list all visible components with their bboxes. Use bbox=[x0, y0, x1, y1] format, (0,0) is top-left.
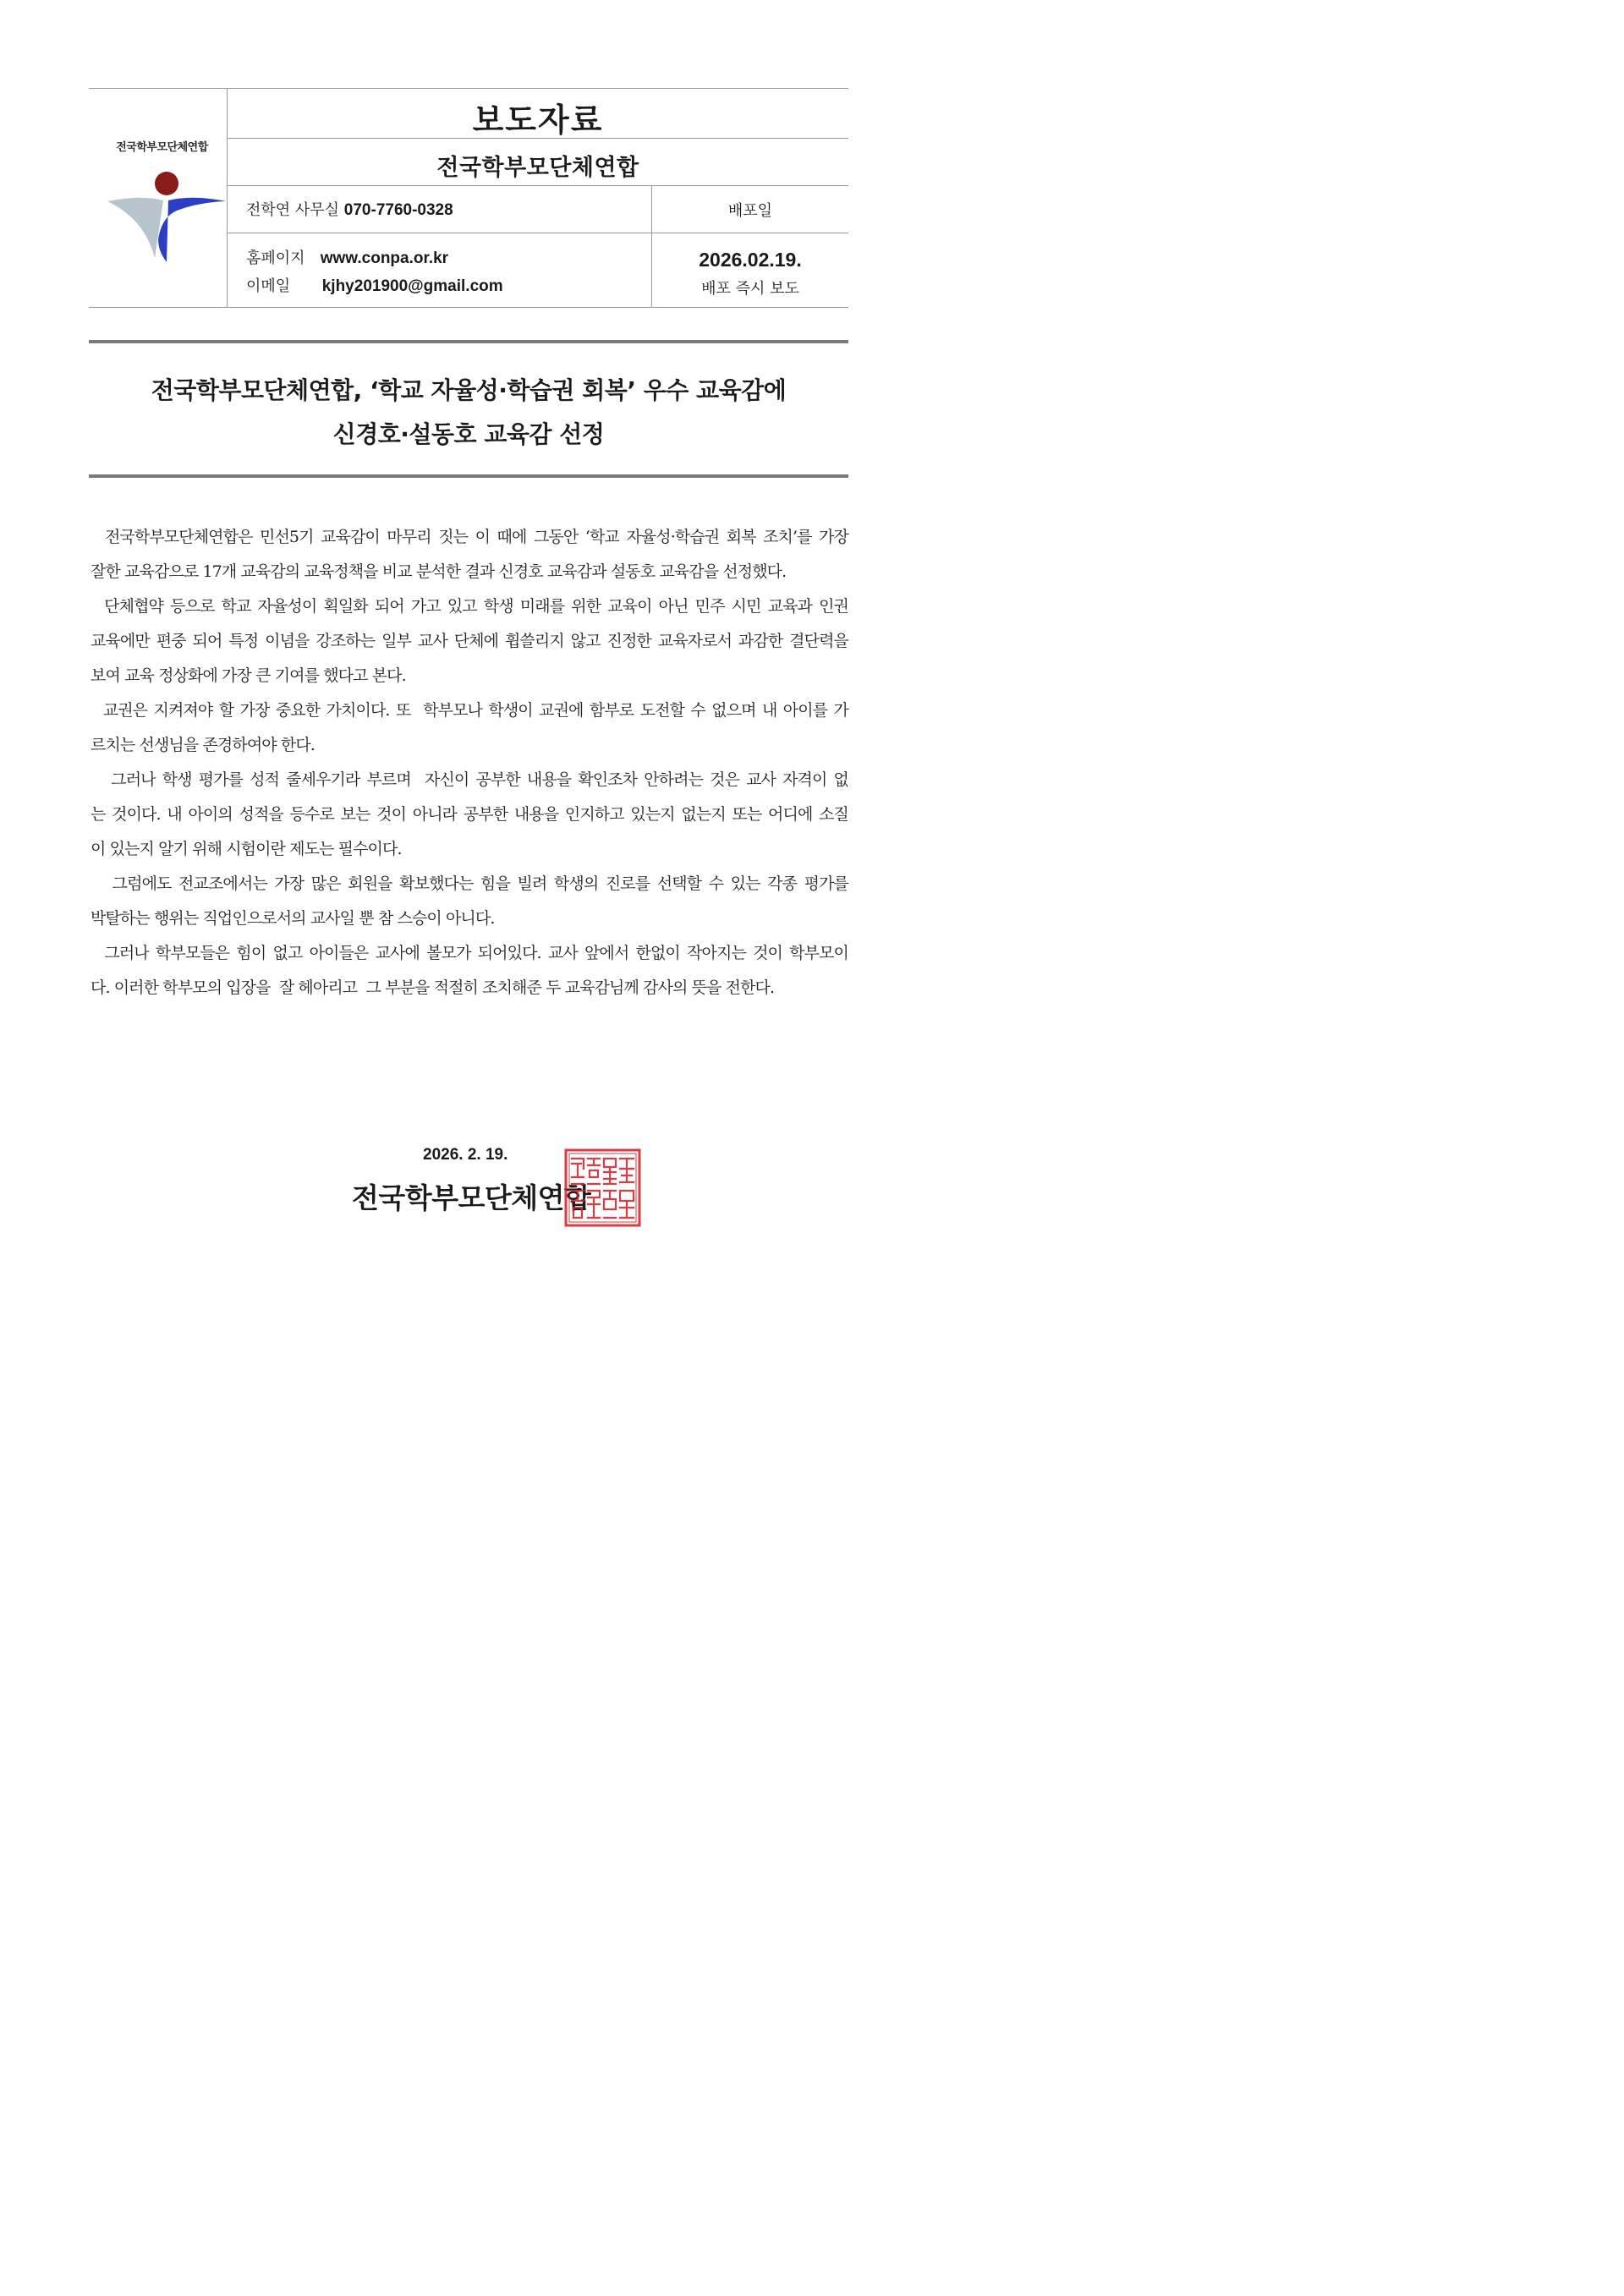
homepage-info bbox=[246, 246, 448, 268]
release-date: 2026.02.19. bbox=[699, 249, 802, 271]
web-row bbox=[228, 233, 848, 307]
release-label: 배포일 bbox=[727, 202, 773, 220]
body-line: 잘한 교육감으로 17개 교육감의 교육정책을 비교 분석한 결과 신경호 교육감과 설동호 교육감을 선정했다. bbox=[91, 562, 787, 581]
body-line: 그러나 학부모들은 힘이 없고 아이들은 교사에 볼모가 되어있다. 교사 앞에서 한없이 작아지는 것이 학부모이 bbox=[91, 944, 848, 962]
org-name: 전국학부모단체연합 bbox=[436, 155, 639, 181]
headline-line-1: 전국학부모단체연합, ‘학교 자율성·학습권 회복’ 우수 교육감에 bbox=[151, 376, 787, 404]
body-line: 그럼에도 전교조에서는 가장 많은 회원을 확보했다는 힘을 빌려 학생의 진로를 선택할 수 있는 각종 평가를 bbox=[91, 874, 848, 893]
email-info bbox=[246, 274, 503, 296]
homepage-label: 홈페이지 bbox=[246, 249, 305, 267]
title-row bbox=[228, 89, 848, 139]
contact-row bbox=[228, 186, 848, 233]
body-line: 전국학부모단체연합은 민선5기 교육감이 마무리 짓는 이 때에 그동안 ‘학교 자율성·학습권 회복 조치’를 가장 bbox=[91, 528, 848, 546]
footer-org-name: 전국학부모단체연합 bbox=[352, 1181, 591, 1214]
org-row bbox=[228, 139, 848, 186]
body-line: 보여 교육 정상화에 가장 큰 기여를 했다고 본다. bbox=[91, 666, 406, 685]
homepage-link[interactable]: www.conpa.or.kr bbox=[320, 249, 449, 267]
office-phone: 070-7760-0328 bbox=[343, 201, 453, 219]
logo-text: 전국학부모단체연합 bbox=[116, 141, 208, 154]
body-line: 단체협약 등으로 학교 자율성이 획일화 되어 가고 있고 학생 미래를 위한 교육이 아닌 민주 시민 교육과 인권 bbox=[91, 597, 848, 616]
headline-bottom-rule bbox=[89, 474, 848, 478]
body-line: 박탈하는 행위는 직업인으로서의 교사일 뿐 참 스승이 아니다. bbox=[91, 909, 495, 928]
email-label: 이메일 bbox=[246, 277, 291, 295]
footer-date: 2026. 2. 19. bbox=[423, 1146, 508, 1164]
body-line: 교육에만 편중 되어 특정 이념을 강조하는 일부 교사 단체에 휩쓸리지 않고 진정한 교육자로서 과감한 결단력을 bbox=[91, 632, 848, 650]
page-title: 보도자료 bbox=[472, 101, 604, 139]
official-seal-icon bbox=[564, 1148, 641, 1227]
body-line: 르치는 선생님을 존경하여야 한다. bbox=[91, 736, 315, 754]
body-line: 교권은 지켜져야 할 가장 중요한 가치이다. 또 학부모나 학생이 교권에 함부로 도전할 수 없으며 내 아이를 가 bbox=[91, 701, 848, 720]
body-line: 이 있는지 알기 위해 시험이란 제도는 필수이다. bbox=[91, 840, 402, 858]
organization-logo-icon bbox=[107, 167, 226, 266]
email-link[interactable]: kjhy201900@gmail.com bbox=[321, 277, 503, 295]
headline-line-2: 신경호·설동호 교육감 선정 bbox=[332, 420, 605, 448]
logo-cell bbox=[89, 89, 228, 307]
body-line: 는 것이다. 내 아이의 성적을 등수로 보는 것이 아니라 공부한 내용을 인지하고 있는지 없는지 또는 어디에 소질 bbox=[91, 805, 848, 824]
release-note: 배포 즉시 보도 bbox=[701, 280, 799, 298]
headline-top-rule bbox=[89, 340, 848, 343]
office-info bbox=[246, 198, 453, 220]
press-release-header bbox=[89, 88, 848, 308]
office-label: 전학연 사무실 bbox=[246, 201, 340, 219]
body-line: 다. 이러한 학부모의 입장을 잘 헤아리고 그 부분을 적절히 조치해준 두 교육감님께 감사의 뜻을 전한다. bbox=[91, 978, 775, 997]
body-line: 그러나 학생 평가를 성적 줄세우기라 부르며 자신이 공부한 내용을 확인조차 안하려는 것은 교사 자격이 없 bbox=[91, 770, 848, 789]
